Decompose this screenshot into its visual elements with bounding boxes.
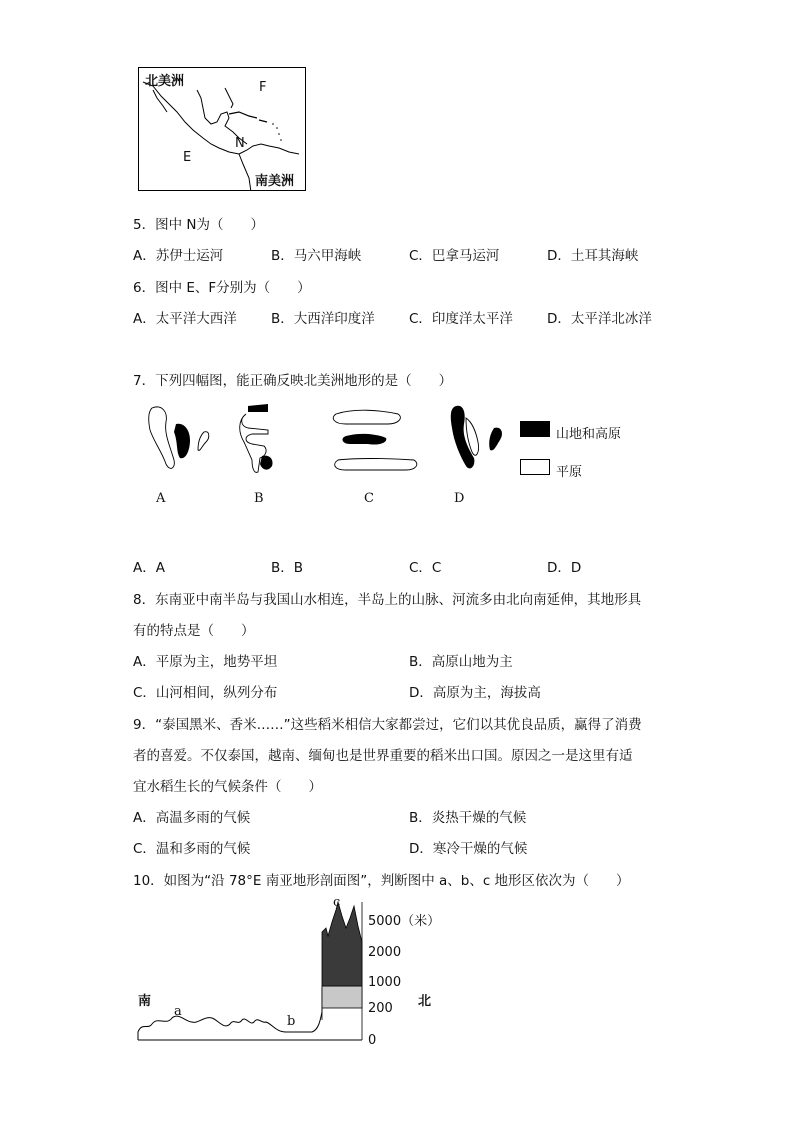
south-america-label: 南美洲 <box>255 174 295 189</box>
profile-label-b: b <box>287 1014 296 1029</box>
q7-figure-label-d: D <box>454 491 465 506</box>
q5-option-d[interactable]: D．土耳其海峡 <box>547 248 639 264</box>
question-9-stem-line3: 宜水稻生长的气候条件（ ） <box>133 779 322 795</box>
question-5-stem: 5．图中 N为（ ） <box>133 217 264 233</box>
profile-north-label: 北 <box>418 994 432 1009</box>
q7-option-b[interactable]: B．B <box>271 560 304 576</box>
question-10-stem: 10．如图为“沿 78°E 南亚地形剖面图”，判断图中 a、b、c 地形区依次为（ ） <box>133 873 630 889</box>
question-8-stem-line2: 有的特点是（ ） <box>133 623 255 639</box>
q6-option-c[interactable]: C．印度洋太平洋 <box>409 311 513 327</box>
q7-figure-label-a: A <box>156 491 166 506</box>
legend-plain-swatch <box>520 459 550 475</box>
q7-figure-c <box>333 410 417 470</box>
question-8-stem-line1: 8．东南亚中南半岛与我国山水相连，半岛上的山脉、河流多由北向南延伸，其地形具 <box>133 592 642 608</box>
profile-tick-1000: 1000 <box>368 975 402 990</box>
ocean-f-label: F <box>259 80 267 95</box>
q8-option-a[interactable]: A．平原为主，地势平坦 <box>133 654 278 670</box>
q7-option-c[interactable]: C．C <box>409 560 442 576</box>
q7-figure-label-b: B <box>254 491 264 506</box>
q5-option-b[interactable]: B．马六甲海峡 <box>271 248 362 264</box>
profile-tick-200: 200 <box>368 1001 393 1016</box>
legend-mountains-label: 山地和高原 <box>556 427 622 442</box>
q9-option-a[interactable]: A．高温多雨的气候 <box>133 810 251 826</box>
q7-figure-b <box>240 404 273 472</box>
legend-plain-label: 平原 <box>556 465 583 480</box>
q8-option-c[interactable]: C．山河相间，纵列分布 <box>133 685 278 701</box>
q6-option-a[interactable]: A．太平洋大西洋 <box>133 311 237 327</box>
q9-option-c[interactable]: C．温和多雨的气候 <box>133 841 251 857</box>
q7-figure-label-c: C <box>364 491 374 506</box>
question-9-stem-line1: 9．“泰国黑米、香米……”这些稻米相信大家都尝过，它们以其优良品质，赢得了消费 <box>133 717 642 733</box>
q8-option-b[interactable]: B．高原山地为主 <box>409 654 513 670</box>
q5-option-a[interactable]: A．苏伊士运河 <box>133 248 224 264</box>
profile-label-a: a <box>174 1004 182 1019</box>
profile-tick-0: 0 <box>368 1033 377 1048</box>
q7-option-d[interactable]: D．D <box>547 560 582 576</box>
q6-option-d[interactable]: D．太平洋北冰洋 <box>547 311 652 327</box>
question-6-stem: 6．图中 E、F分别为（ ） <box>133 280 311 296</box>
q8-option-d[interactable]: D．高原为主，海拔高 <box>409 685 541 701</box>
q9-option-d[interactable]: D．寒冷干燥的气候 <box>409 841 528 857</box>
profile-tick-2000: 2000 <box>368 945 402 960</box>
q9-option-b[interactable]: B．炎热干燥的气候 <box>409 810 527 826</box>
ocean-e-label: E <box>183 150 192 165</box>
q7-option-a[interactable]: A．A <box>133 560 165 576</box>
q7-figure-d <box>451 406 502 469</box>
profile-tick-5000: 5000（米） <box>368 914 441 929</box>
legend-mountains-swatch <box>520 421 550 437</box>
canal-n-label: N <box>235 136 245 151</box>
question-7-stem: 7．下列四幅图，能正确反映北美洲地形的是（ ） <box>133 373 453 389</box>
central-america-map <box>138 67 306 191</box>
north-america-label: 北美洲 <box>145 74 185 89</box>
profile-south-label: 南 <box>138 994 152 1009</box>
q5-option-c[interactable]: C．巴拿马运河 <box>409 248 500 264</box>
q6-option-b[interactable]: B．大西洋印度洋 <box>271 311 375 327</box>
profile-label-c: c <box>333 895 341 910</box>
question-9-stem-line2: 者的喜爱。不仅泰国，越南、缅甸也是世界重要的稻米出口国。原因之一是这里有适 <box>133 748 633 764</box>
q7-figure-a <box>149 407 209 468</box>
